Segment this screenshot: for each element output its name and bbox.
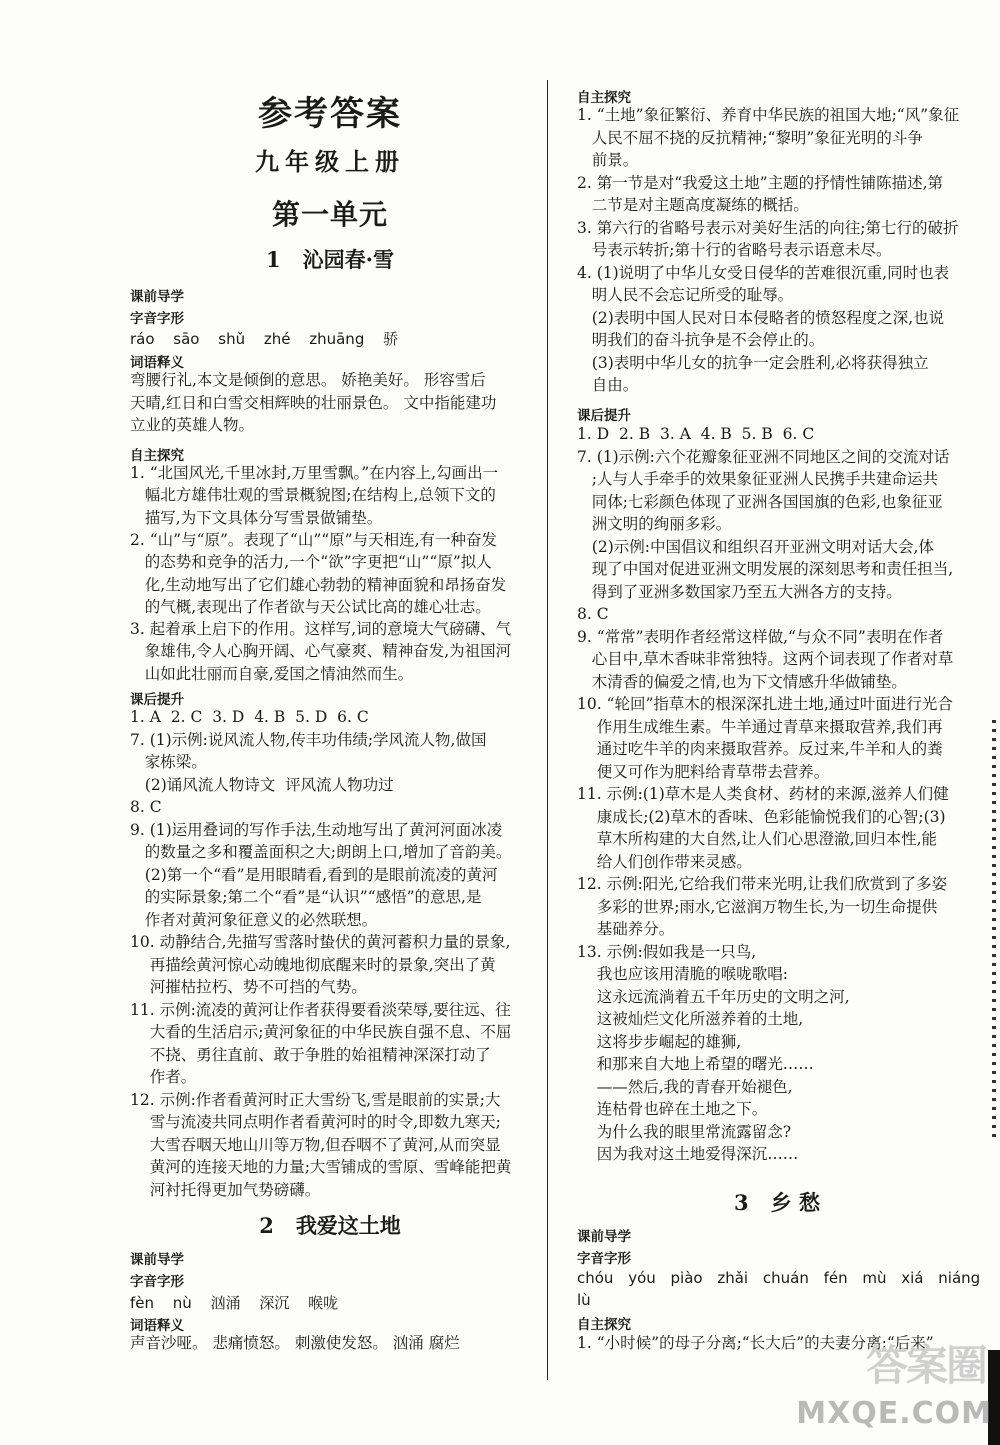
ciyu-answers-2: 声音沙哑。 悲痛愤怒。 刺激使发怒。 汹涌 腐烂 (130, 1334, 460, 1352)
text-line: 12. 示例:阳光,它给我们带来光明,让我们欣赏到了多姿 (577, 875, 948, 893)
text-line: 连枯骨也碎在土地之下。 (577, 1100, 768, 1118)
section-heading-kqdx: 课前导学 (130, 289, 184, 305)
text-line: 7. (1)示例:六个花瓣象征亚洲不同地区之间的交流对话 (577, 447, 950, 466)
text-line: 不挠、勇往直前、敢于争胜的始祖精神深深打动了 (130, 1045, 491, 1064)
text-line: 化,生动地写出了它们雄心勃勃的精神面貌和昂扬奋发 (130, 575, 507, 594)
text-line: 12. 示例:作者看黄河时正大雪纷飞,雪是眼前的实景;大 (130, 1090, 501, 1109)
text-line: 家栋梁。 (130, 753, 207, 771)
text-line: 2. “山”与“原”。表现了“山”“原”与天相连,有一种奋发 (130, 530, 498, 549)
subsection-heading-zyzx-2: 字音字形 (130, 1274, 184, 1290)
text-line: 前景。 (577, 151, 639, 169)
text-line: 这将步步崛起的雄狮, (577, 1032, 742, 1051)
text-line: 8. C (130, 798, 162, 816)
text-line: 的态势和竞争的活力,一个“欲”字更把“山”“原”拟人 (130, 553, 492, 572)
text-line: 雪与流凌共同点明作者看黄河时的时令,即数九寒天; (130, 1113, 501, 1131)
text-line: 康成长;(2)草木的香味、色彩能愉悦我们的心智;(3) (577, 807, 946, 826)
text-line: (2)示例:中国倡议和组织召开亚洲文明对话大会,体 (577, 537, 934, 556)
watermark-site: MXQE.COM (796, 1396, 992, 1431)
text-line: 11. 示例:流凌的黄河让作者获得要看淡荣辱,要往远、往 (130, 1000, 511, 1019)
text-line: 二节是对主题高度凝练的概括。 (577, 196, 809, 214)
text-line: 幅北方雄伟壮观的雪景概貌图;在结构上,总领下文的 (130, 486, 496, 505)
text-line: 10. “轮回”指草木的根深深扎进土地,通过叶面进行光合 (577, 695, 953, 713)
text-line: 基础养分。 (577, 920, 675, 938)
pinyin-answers: ráo sāo shǔ zhé zhuāng 骄 (130, 330, 399, 348)
text-line: 多彩的世界;雨水,它滋润万物生长,为一切生命提供 (577, 897, 938, 916)
text-line: 河衬托得更加气势磅礴。 (130, 1180, 321, 1199)
lesson-3-heading (577, 1187, 977, 1217)
text-line: 木清香的偏爱之情,也为下文情感升华做铺垫。 (577, 672, 907, 691)
lesson-number: 3 (734, 1190, 749, 1215)
text-line: 和那来自大地上希望的曙光…… (577, 1055, 814, 1073)
text-line: ——然后,我的青春开始褪色, (577, 1077, 793, 1096)
lesson-1-heading (130, 244, 530, 274)
text-line: 1. D 2. B 3. A 4. B 5. B 6. C (577, 425, 815, 443)
text-line: 给人们创作带来灵感。 (577, 852, 752, 871)
text-line: 大雪吞咽天地山川等万物,但吞咽不了黄河,从而突显 (130, 1135, 501, 1154)
text-line: 描写,为下文具体分写雪景做铺垫。 (130, 508, 383, 527)
section-heading-zztj-3: 自主探究 (577, 1317, 631, 1333)
text-line: 7. (1)示例:说风流人物,传丰功伟绩;学风流人物,做国 (130, 730, 487, 749)
section-heading-kqdx-2: 课前导学 (130, 1252, 184, 1268)
text-line: 立业的英雄人物。 (130, 416, 255, 434)
pinyin-answers-2: fèn nù 汹涌 深沉 喉咙 (130, 1294, 339, 1312)
grade-subtitle: 九年级上册 (255, 147, 405, 176)
text-line: ;人与人手牵手的效果象征亚洲人民携手共建命运共 (577, 470, 939, 488)
text-line: 这被灿烂文化所滋养着的土地, (577, 1010, 804, 1028)
text-line: 再描绘黄河惊心动魄地彻底醒来时的景象,突出了黄 (130, 955, 496, 974)
text-line: 弯腰行礼,本文是倾倒的意思。 娇艳美好。 形容雪后 (130, 371, 486, 389)
text-line: 我也应该用清脆的喉咙歌唱: (577, 965, 788, 983)
subsection-heading-cysy-2: 词语释义 (130, 1318, 184, 1334)
text-line: 人民不屈不挠的反抗精神;“黎明”象征光明的斗争 (577, 128, 923, 147)
text-line: 便又可作为肥料给青草带去营养。 (577, 762, 830, 781)
section-heading-khts: 课后提升 (130, 692, 184, 708)
text-line: 河摧枯拉朽、势不可挡的气势。 (130, 978, 367, 996)
watermark (796, 1311, 992, 1431)
margin-tick-marks (992, 720, 996, 1140)
pinyin-answers-3: chóu yóu piào zhǎi chuán fén mù xiá niáng (577, 1269, 981, 1287)
text-line: 这永远流淌着五千年历史的文明之河, (577, 987, 850, 1006)
text-line: 通过吃牛羊的肉来摄取营养。反过来,牛羊和人的粪 (577, 740, 943, 758)
text-line: 号表示转折;第十行的省略号表示语意未尽。 (577, 241, 892, 259)
column-divider (547, 80, 548, 1380)
text-line: 现了中国对促进亚洲文明发展的深刻思考和责任担当, (577, 560, 954, 578)
text-line: 1. A 2. C 3. D 4. B 5. D 6. C (130, 708, 369, 726)
section-heading-khts-2: 课后提升 (577, 408, 631, 424)
section-heading-kqdx-3: 课前导学 (577, 1229, 631, 1245)
text-line: 心目中,草木香味非常独特。这两个词表现了作者对草 (577, 650, 954, 668)
text-line: 明人民不会忘记所受的耻辱。 (577, 286, 794, 304)
text-line: 象雄伟,令人心胸开阔、心气豪爽、精神奋发,为祖国河 (130, 642, 512, 661)
text-line: 天晴,红日和白雪交相辉映的壮丽景色。 文中指能建功 (130, 393, 497, 412)
text-line: 的实际景象;第二个“看”是“认识”“感悟”的意思,是 (130, 888, 482, 906)
text-line: 的数量之多和覆盖面积之大;朗朗上口,增加了音韵美。 (130, 843, 512, 861)
lesson-2-heading (130, 1210, 530, 1240)
text-line: 的气概,表现出了作者欲与天公试比高的雄心壮志。 (130, 597, 491, 616)
text-line: 作用生成维生素。牛羊通过青草来摄取营养,我们再 (577, 717, 943, 736)
unit-title: 第一单元 (271, 198, 388, 231)
text-line: (2)第一个“看”是用眼睛看,看到的是眼前流凌的黄河 (130, 865, 498, 884)
text-line: 明我们的奋斗抗争是不会停止的。 (577, 331, 825, 349)
text-line: (2)表明中国人民对日本侵略者的愤怒程度之深,也说 (577, 308, 945, 327)
page-title: 参考答案 (258, 94, 402, 134)
text-line: 13. 示例:假如我是一只鸟, (577, 942, 757, 961)
text-line: 山如此壮丽而自豪,爱国之情油然而生。 (130, 664, 414, 683)
lesson-number: 1 (266, 247, 281, 272)
text-line: 10. 动静结合,先描写雪落时蛰伏的黄河蓄积力量的景象, (130, 933, 511, 951)
text-line: 1. “土地”象征繁衍、养育中华民族的祖国大地;“风”象征 (577, 106, 960, 124)
text-line: 2. 第一节是对“我爱这土地”主题的抒情性铺陈描述,第 (577, 173, 943, 192)
text-line: 作者。 (130, 1068, 197, 1086)
lesson-number: 2 (259, 1213, 274, 1238)
text-line: 作者对黄河象征意义的必然联想。 (130, 910, 378, 929)
subsection-heading-zyzx: 字音字形 (130, 311, 184, 327)
text-line: 为什么我的眼里常流露留念? (577, 1122, 792, 1141)
text-line: 草木所构建的大自然,让人们心思澄澈,回归本性,能 (577, 830, 937, 848)
text-line: 因为我对这土地爱得深沉…… (577, 1145, 799, 1163)
subsection-heading-zyzx-3: 字音字形 (577, 1251, 631, 1267)
lesson-name: 乡 愁 (770, 1190, 820, 1215)
text-line: 9. (1)运用叠词的写作手法,生动地写出了黄河河面冰凌 (130, 820, 503, 839)
pinyin-answers-3b: lù (577, 1291, 591, 1309)
tanjiu-answers-3: 1. “小时候”的母子分离;“长大后”的夫妻分离;“后来” (577, 1334, 934, 1352)
text-line: 8. C (577, 605, 609, 623)
text-line: 9. “常常”表明作者经常这样做,“与众不同”表明在作者 (577, 627, 944, 646)
text-line: 3. 第六行的省略号表示对美好生活的向往;第七行的破折 (577, 218, 959, 237)
text-line: 4. (1)说明了中华儿女受日侵华的苦难很沉重,同时也表 (577, 263, 950, 282)
text-line: 1. “北国风光,千里冰封,万里雪飘。”在内容上,勾画出一 (130, 464, 499, 482)
section-heading-zztj: 自主探究 (130, 448, 184, 464)
text-line: 得到了亚洲多数国家乃至五大洲各方的支持。 (577, 582, 902, 601)
text-line: 洲文明的绚丽多彩。 (577, 515, 732, 533)
text-line: 自由。 (577, 376, 639, 394)
subsection-heading-cysy: 词语释义 (130, 355, 184, 371)
section-heading-zztj-2: 自主探究 (577, 90, 631, 106)
lesson-name: 我爱这土地 (295, 1213, 401, 1238)
text-line: 大看的生活启示;黄河象征的中华民族自强不息、不屈 (130, 1023, 512, 1041)
text-line: 3. 起着承上启下的作用。这样写,词的意境大气磅礴、气 (130, 620, 512, 639)
text-line: 11. 示例:(1)草木是人类食材、药材的来源,滋养人们健 (577, 785, 949, 803)
text-line: (2)诵风流人物诗文 评风流人物功过 (130, 775, 394, 794)
text-line: 黄河的连接天地的力量;大雪铺成的雪原、雪峰能把黄 (130, 1158, 512, 1176)
lesson-name: 沁园春·雪 (302, 247, 394, 272)
text-line: 同体;七彩颜色体现了亚洲各国国旗的色彩,也象征亚 (577, 492, 943, 511)
watermark-logo: 答案圈 (865, 1341, 986, 1390)
text-line: (3)表明中华儿女的抗争一定会胜利,必将获得独立 (577, 353, 929, 372)
